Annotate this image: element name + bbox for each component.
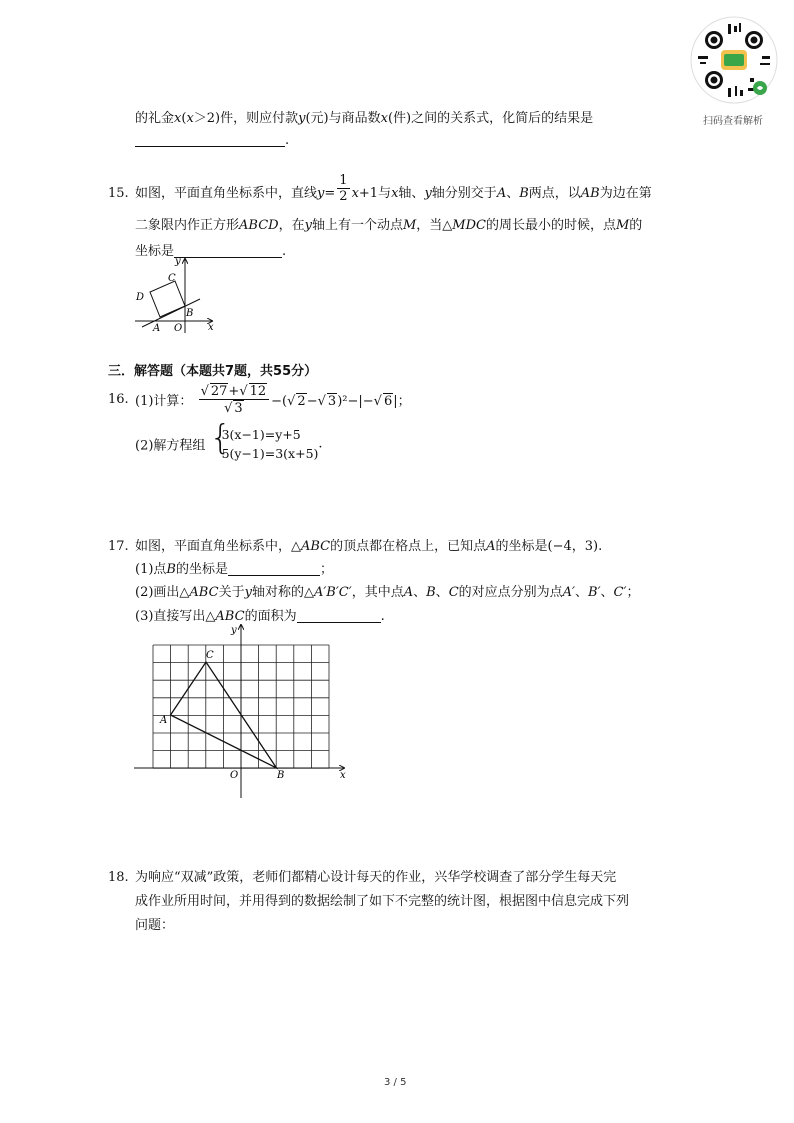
q15-label-c: C <box>168 273 176 284</box>
q17-label-b: B <box>277 770 285 781</box>
q15-fraction: $\frac{1}{2}$ <box>339 173 348 204</box>
q16-part2: (2)解方程组 { 3(x−1)=y+5 5(y−1)=3(x+5) . <box>135 418 323 461</box>
q17-label-c: C <box>206 650 214 661</box>
qr-code[interactable] <box>690 16 778 104</box>
q15-label-a: A <box>153 323 161 334</box>
page-number: 3 / 5 <box>384 1077 407 1088</box>
q15-label-y: y <box>175 256 181 267</box>
q17-grid-figure <box>130 620 355 802</box>
q15-label-d: D <box>136 292 145 303</box>
q16-fraction: $\frac{√ 27+√ 12}{√ 3}$ <box>199 383 270 416</box>
q17-part3: (3)直接写出△ABC的面积为 . <box>135 609 385 624</box>
q15-figure <box>130 255 225 335</box>
section3-title: 三．解答题（本题共7题，共55分） <box>108 364 318 379</box>
q17-part1: (1)点B的坐标是 ； <box>135 562 334 577</box>
q17-label-x: x <box>340 770 346 781</box>
q15-label-x: x <box>208 322 214 333</box>
q15-line2: 二象限内作正方形ABCD，在y轴上有一个动点M，当△MDC的周长最小的时候，点M的 <box>135 218 643 233</box>
q15-label-o: O <box>174 323 183 334</box>
q14-line1: 的礼金x(x＞2)件，则应付款y(元)与商品数x(件)之间的关系式，化简后的结果是 <box>135 111 594 126</box>
q15-line1: 15. 如图，平面直角坐标系中，直线y= $\frac{1}{2}$ x+1与x轴、y轴分别交于A、B两点，以AB为边在第 <box>108 173 652 204</box>
q14-answer-line: . <box>135 132 289 148</box>
q17-part2: (2)画出△ABC关于y轴对称的△A′B′C′，其中点A、B、C的对应点分别为点A′、B′、C′； <box>135 585 640 600</box>
q15-label-b: B <box>186 308 194 319</box>
q16-system: { 3(x−1)=y+5 5(y−1)=3(x+5) <box>209 418 319 461</box>
q18-line2: 成作业所用时间，并用得到的数据绘制了如下不完整的统计图，根据图中信息完成下列 <box>135 894 630 909</box>
q16-part1: 16. (1)计算： $\frac{√ 27+√ 12}{√ 3}$ −(√ 2−√ 3)²−|−√ 6|； <box>108 384 411 416</box>
q17-label-o: O <box>230 770 239 781</box>
q18-line1: 18. 为响应“双减”政策，老师们都精心设计每天的作业，兴华学校调查了部分学生每天完 <box>108 870 617 885</box>
q16-eq1: 3(x−1)=y+5 <box>221 427 301 442</box>
q15-square-abcd <box>150 281 185 317</box>
q17-label-y: y <box>231 625 237 636</box>
q15-line3: 坐标是 . <box>135 244 287 259</box>
qr-code-icon <box>690 16 778 104</box>
qr-caption: 扫码查看解析 <box>703 116 763 127</box>
q17-intro: 17. 如图，平面直角坐标系中，△ABC的顶点都在格点上，已知点A的坐标是(−4，3). <box>108 539 603 554</box>
q14-answer-blank[interactable] <box>135 132 285 147</box>
q18-line3: 问题： <box>135 918 175 933</box>
q17-b-coord-blank[interactable] <box>228 561 320 576</box>
q16-eq2: 5(y−1)=3(x+5) <box>221 446 319 461</box>
q17-label-a: A <box>160 715 168 726</box>
